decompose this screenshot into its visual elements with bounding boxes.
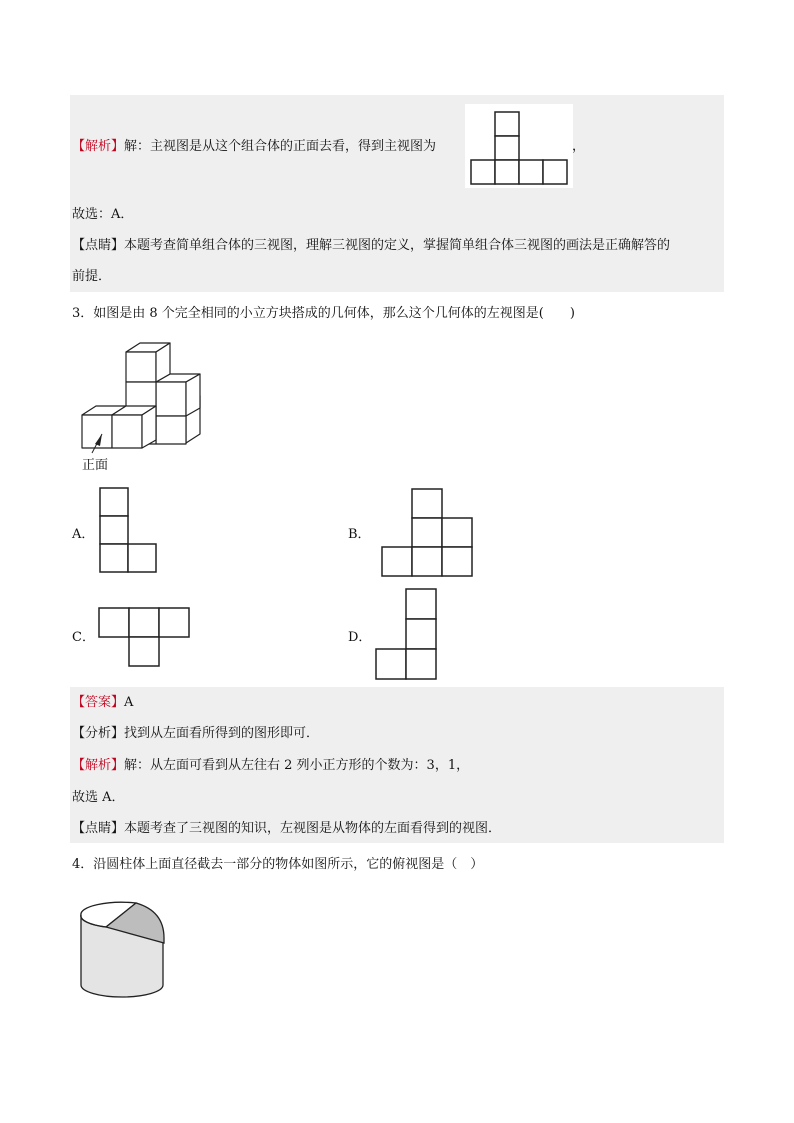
q2-analysis-text: 解：主视图是从这个组合体的正面去看，得到主视图为: [124, 139, 437, 154]
q3-stem: 3．如图是由 8 个完全相同的小立方块搭成的几何体，那么这个几何体的左视图是( ): [72, 306, 575, 321]
q3-analysis1-tag: 【分析】: [72, 726, 125, 741]
q3-choose-line: 故选 A．: [72, 790, 125, 805]
q2-front-view-figure: [465, 104, 573, 188]
q3-answer-line: [72, 694, 133, 712]
q2-comment-text: 本题考查简单组合体的三视图，理解三视图的定义，掌握简单组合体三视图的画法是正确解答的: [124, 238, 671, 253]
q3-analysis1-text: 找到从左面看所得到的图形即可．: [124, 726, 320, 741]
q3-answer-tag: 【答案】: [72, 695, 125, 710]
q2-comment-line-2: 前提．: [72, 269, 112, 284]
q2-front-view-square: [495, 136, 519, 160]
q2-analysis-comma: ，: [572, 139, 586, 154]
q3-analysis2-tag: 【解析】: [72, 758, 125, 773]
q3-answer-text: A: [124, 695, 134, 710]
q2-comment-line: [72, 237, 670, 255]
q4-stem: 4．沿圆柱体上面直径截去一部分的物体如图所示，它的俯视图是（ ）: [72, 857, 484, 872]
q2-front-view-square: [471, 160, 495, 184]
q2-front-view-square: [519, 160, 543, 184]
q3-option-c-letter[interactable]: C．: [72, 630, 95, 645]
q2-comment-tag: 【点睛】: [72, 238, 125, 253]
q2-analysis-tag: 【解析】: [72, 139, 125, 154]
q3-option-a-figure[interactable]: [99, 487, 159, 575]
q2-front-view-square: [495, 160, 519, 184]
q3-front-label: 正面: [82, 458, 109, 473]
q3-comment-tag: 【点睛】: [72, 821, 125, 836]
q3-analysis2-text: 解：从左面可看到从左往右 2 列小正方形的个数为：3，1，: [124, 758, 470, 773]
q3-option-b-figure[interactable]: [380, 488, 474, 578]
q2-choose-line: 故选：A．: [72, 207, 134, 222]
q3-analysis1-line: [72, 725, 319, 743]
q3-cube-figure: [76, 338, 210, 476]
q3-option-d-figure[interactable]: [375, 588, 439, 681]
q2-front-view-square: [495, 112, 519, 136]
q3-option-b-letter[interactable]: B．: [348, 527, 371, 542]
q2-solution-panel: [70, 95, 724, 292]
q3-comment-line: [72, 820, 501, 838]
q3-analysis2-line: [72, 757, 469, 775]
q2-front-view-square: [543, 160, 567, 184]
q2-analysis-line: [72, 138, 436, 156]
q4-cut-cylinder-figure: [76, 893, 172, 1005]
q3-option-d-letter[interactable]: D．: [348, 630, 372, 645]
q3-option-a-letter[interactable]: A．: [72, 527, 95, 542]
q3-option-c-figure[interactable]: [98, 607, 190, 669]
q3-comment-text: 本题考查了三视图的知识，左视图是从物体的左面看得到的视图．: [124, 821, 502, 836]
